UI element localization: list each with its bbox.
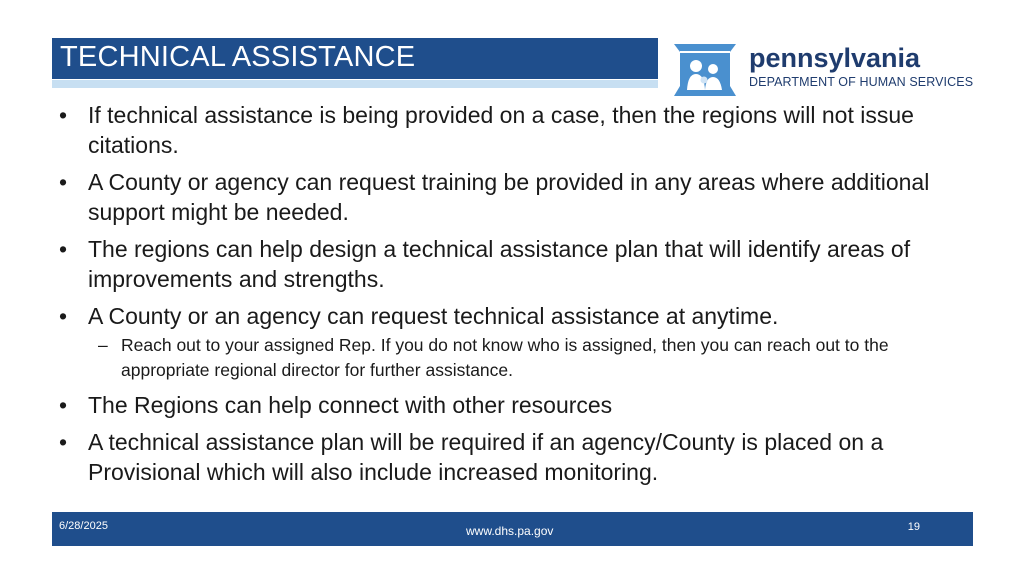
bullet-text: If technical assistance is being provided on a case, then the regions will not issue citations.: [88, 102, 914, 158]
footer-bar: [52, 512, 973, 546]
title-underline: [52, 80, 658, 88]
bullet-text: The Regions can help connect with other resources: [88, 392, 613, 418]
bullet-icon: •: [59, 102, 68, 128]
title-bar: [52, 38, 658, 79]
footer-date: 6/28/2025: [59, 520, 108, 532]
page-number: 19: [907, 521, 920, 533]
bullet-icon: •: [59, 392, 68, 418]
footer-url[interactable]: www.dhs.pa.gov: [466, 524, 554, 538]
bullet-text: A technical assistance plan will be required if an agency/County is placed on a Provisional which will also include increased monitoring.: [88, 429, 884, 485]
bullet-list: [56, 100, 976, 494]
sub-bullet-text: Reach out to your assigned Rep. If you do not know who is assigned, then you can reach out to the appropriate regional director for further assistance.: [121, 335, 889, 380]
bullet-icon: •: [59, 236, 68, 262]
dash-icon: –: [98, 335, 108, 355]
bullet-item: [56, 427, 976, 487]
bullet-item: [56, 167, 976, 227]
logo-department: DEPARTMENT OF HUMAN SERVICES: [749, 75, 974, 89]
bullet-text: A County or agency can request training be provided in any areas where additional support might be needed.: [88, 169, 930, 225]
sub-bullet-item: [88, 333, 976, 383]
bullet-item: [56, 100, 976, 160]
bullet-text: A County or an agency can request technical assistance at anytime.: [88, 303, 779, 329]
bullet-item: [56, 390, 976, 420]
logo-name: pennsylvania: [749, 43, 921, 73]
bullet-item: [56, 301, 976, 383]
bullet-item: [56, 234, 976, 294]
keystone-family-icon: [670, 42, 740, 97]
bullet-text: The regions can help design a technical assistance plan that will identify areas of improvements and strengths.: [88, 236, 911, 292]
bullet-icon: •: [59, 303, 68, 329]
slide-title: TECHNICAL ASSISTANCE: [60, 41, 416, 73]
sub-bullet-list: [88, 333, 976, 383]
dhs-logo: [670, 42, 1000, 97]
bullet-icon: •: [59, 169, 68, 195]
bullet-icon: •: [59, 429, 68, 455]
